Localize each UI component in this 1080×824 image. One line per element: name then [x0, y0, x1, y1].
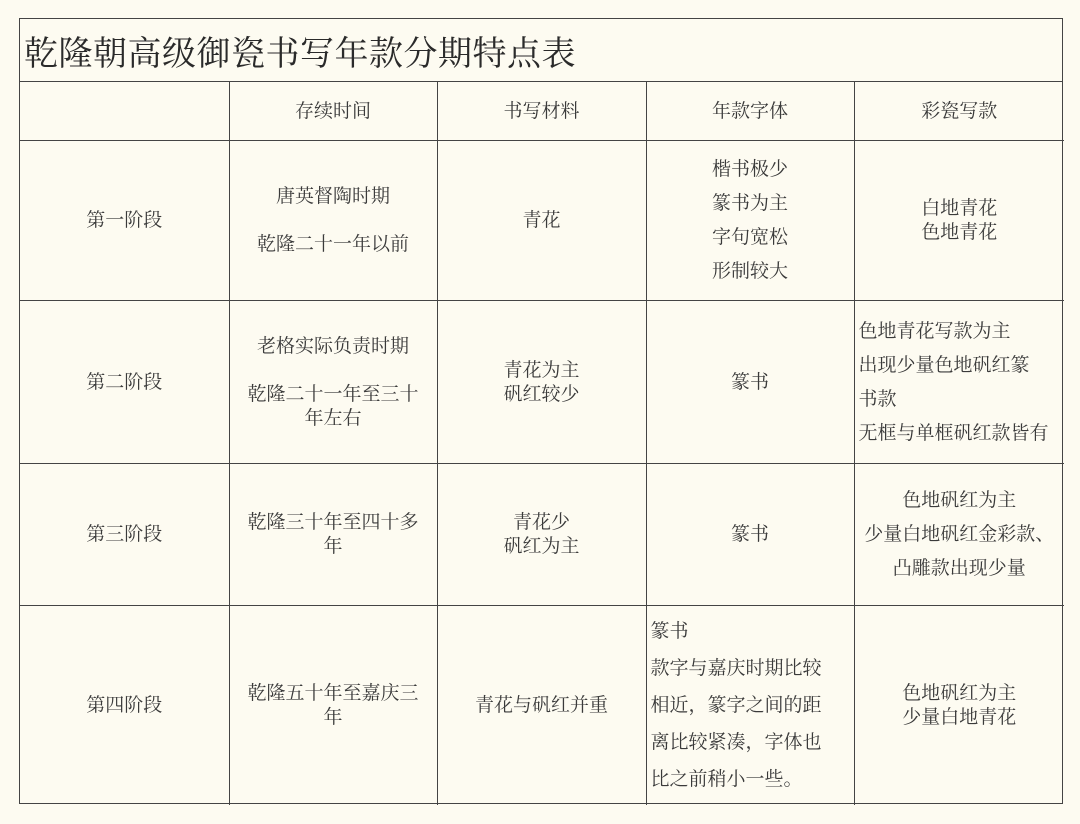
cell-line: 白地青花 — [921, 197, 998, 219]
color-cell — [854, 605, 1064, 805]
font-cell — [646, 140, 854, 300]
cell-line: 青花 — [522, 209, 561, 231]
cell-line: 篆书为主 — [711, 192, 788, 214]
cell-line: 书款 — [858, 387, 897, 410]
stage-cell: 第三阶段 — [20, 463, 229, 605]
period-cell — [229, 605, 437, 805]
header-cell-period: 存续时间 — [229, 82, 437, 140]
page-title: 乾隆朝高级御瓷书写年款分期特点表 — [24, 33, 576, 74]
cell-line: 少量白地青花 — [902, 706, 1017, 729]
cell-line: 乾隆三十年至四十多 — [247, 511, 419, 533]
cell-line: 年左右 — [304, 406, 362, 429]
cell-line: 乾隆五十年至嘉庆三 — [247, 682, 419, 705]
font-cell — [646, 605, 854, 805]
cell-line: 老格实际负责时期 — [256, 334, 409, 357]
cell-line: 色地矾红为主 — [902, 489, 1017, 511]
stage-cell: 第一阶段 — [20, 140, 229, 300]
stage-cell: 第二阶段 — [20, 300, 229, 463]
cell-line: 青花为主 — [503, 358, 580, 381]
cell-line: 年 — [323, 535, 343, 557]
cell-line: 唐英督陶时期 — [275, 185, 390, 207]
cell-line: 色地青花 — [921, 221, 998, 243]
data-table — [20, 82, 1064, 805]
cell-line: 形制较大 — [711, 260, 788, 282]
table-row — [20, 300, 1064, 463]
cell-line: 款字与嘉庆时期比较 — [650, 656, 822, 679]
cell-line: 相近，篆字之间的距 — [650, 693, 822, 716]
font-cell — [646, 300, 854, 463]
cell-line: 色地青花写款为主 — [858, 319, 1011, 342]
table-row — [20, 463, 1064, 605]
cell-line: 字句宽松 — [711, 226, 788, 248]
cell-line: 篆书 — [650, 619, 689, 642]
stage-cell: 第四阶段 — [20, 605, 229, 805]
cell-line: 青花与矾红并重 — [474, 694, 608, 717]
table-sheet — [19, 18, 1063, 804]
header-row — [20, 82, 1064, 140]
material-cell — [437, 140, 646, 300]
cell-line: 年 — [323, 706, 343, 729]
header-cell-color: 彩瓷写款 — [854, 82, 1064, 140]
color-cell — [854, 140, 1064, 300]
font-cell — [646, 463, 854, 605]
cell-line: 少量白地矾红金彩款、 — [864, 523, 1055, 545]
cell-line: 矾红为主 — [503, 535, 580, 557]
table-row — [20, 140, 1064, 300]
cell-line: 矾红较少 — [503, 382, 580, 405]
material-cell — [437, 605, 646, 805]
cell-line: 凸雕款出现少量 — [892, 557, 1026, 579]
header-cell-empty — [20, 82, 229, 140]
title-row — [20, 19, 1062, 82]
cell-line: 出现少量色地矾红篆 — [858, 353, 1030, 376]
color-cell — [854, 300, 1064, 463]
cell-line: 无框与单框矾红款皆有 — [858, 421, 1049, 444]
material-cell — [437, 300, 646, 463]
header-cell-material: 书写材料 — [437, 82, 646, 140]
cell-line: 篆书 — [730, 370, 769, 393]
cell-line: 青花少 — [512, 511, 570, 533]
period-cell — [229, 463, 437, 605]
cell-line: 楷书极少 — [711, 158, 788, 180]
cell-line: 色地矾红为主 — [902, 682, 1017, 705]
cell-line: 篆书 — [730, 523, 769, 545]
table-row — [20, 605, 1064, 805]
material-cell — [437, 463, 646, 605]
cell-line: 比之前稍小一些。 — [650, 767, 803, 790]
color-cell — [854, 463, 1064, 605]
cell-line: 乾隆二十一年以前 — [256, 233, 409, 255]
header-cell-font: 年款字体 — [646, 82, 854, 140]
cell-line: 乾隆二十一年至三十 — [247, 382, 419, 405]
cell-line: 离比较紧凑，字体也 — [650, 730, 822, 753]
period-cell — [229, 300, 437, 463]
period-cell — [229, 140, 437, 300]
